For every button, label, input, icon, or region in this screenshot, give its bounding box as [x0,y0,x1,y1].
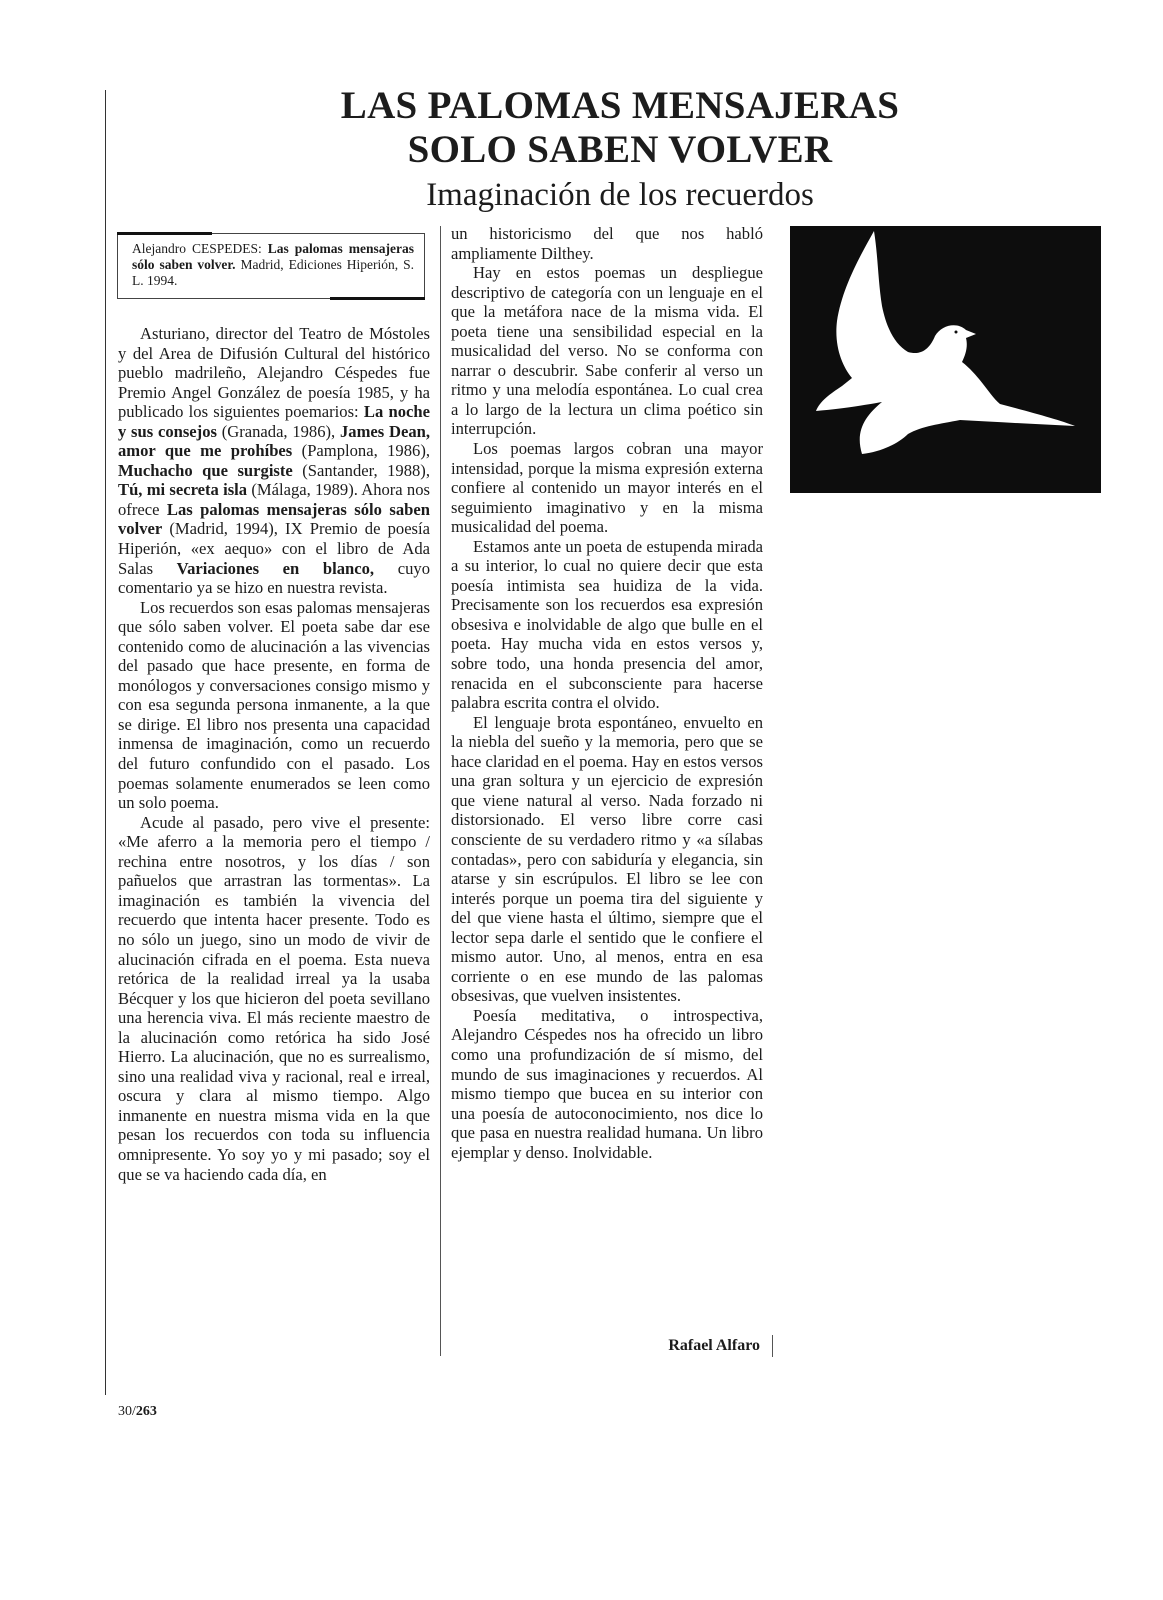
book-title-text: Muchacho que surgiste [118,460,293,480]
paragraph [451,713,763,1006]
column-divider [440,226,441,1356]
body-text: (Málaga, 1989). Ahora nos ofrece [118,480,430,519]
paragraph [118,598,430,813]
body-text: Los poemas largos cobran una mayor intensidad, porque la misma expresión externa confiere al contenido un mayor interés en el seguimiento imaginativo y en la misma musicalidad del poema. [451,439,763,537]
paragraph [451,263,763,439]
body-text: cuyo comentario ya se hizo en nuestra revista. [118,558,430,598]
book-title-text: La noche y sus consejos [118,402,431,441]
title-line-1: LAS PALOMAS MENSAJERAS [340,84,900,127]
body-text: (Madrid, 1994), IX Premio de poesía Hiperión, «ex aequo» con el libro de Ada Salas [118,519,430,578]
author-signature: Rafael Alfaro [668,1337,760,1354]
body-text: El lenguaje brota espontáneo, envuelto en la niebla del sueño y la memoria, pero que se hace claridad en el poema. Hay en estos versos una gran soltura y un ejercicio de expresión que viene natural al verso. Nada forzado ni distorsionado. El verso libre corre casi consciente de su verdadero ritmo y «a sílabas contadas», pero con sabiduría y elegancia, sin atarse y sin escrúpulos. El libro se lee con interés porque un poema tira del siguiente y del que viene hasta el último, siempre que el lector sepa darle el sentido que le confiere el mismo autor. Uno, al menos, entra en esa corriente o en ese mundo de las palomas obsesivas, que vuelven insistentes. [451,712,763,1006]
body-text: un historicismo del que nos habló ampliamente Dilthey. [451,224,763,263]
paragraph [118,324,430,598]
text-column-2 [451,224,763,1162]
body-text: (Granada, 1986), [216,421,340,441]
body-text: Estamos ante un poeta de estupenda mirada a su interior, lo cual no quiere decir que esta poesía intimista sea huidiza de la vida. Precisamente son los recuerdos esa expresión obsesiva e inolvidable de algo que bulle en el poeta. Hay mucha vida en estos versos y, sobre todo, una honda presencia del amor, renacida en el subconsciente para hacerse palabra escrita contra el olvido. [451,536,763,713]
reference-publication: Madrid, Ediciones Hiperión, S. L. 1994. [132,257,414,288]
book-title-text: Variaciones en blanco, [176,558,375,578]
paragraph [451,439,763,537]
book-title-text: Las palomas mensajeras sólo saben volver [118,499,430,539]
paragraph [451,1006,763,1162]
folio-page: 30/ [118,1404,136,1419]
page-number [118,1404,157,1420]
body-text: Hay en estos poemas un despliegue descriptivo de categoría con un lenguaje en el que la metáfora nace de la misma vida. El poeta tiene una sensibilidad especial en la musicalidad del verso. No se conforma con narrar o descubrir. Sabe conferir al verso un ritmo y una melodía espontánea. Lo cual crea a lo largo de la lectura un clima poético sin interrupción. [451,263,763,439]
book-title-text: James Dean, amor que me prohíbes [118,421,430,461]
paragraph [451,224,763,263]
title-line-2: SOLO SABEN VOLVER [407,128,833,171]
article-subtitle: Imaginación de los recuerdos [426,177,814,213]
paragraph [451,537,763,713]
body-text: Acude al pasado, pero vive el presente: «Me aferro a la memoria pero el tiempo / rechina entre nosotros, y los días / son pañuelos que arrastran las tormentas». La imaginación es también la vivencia del recuerdo que intenta hacer presente. Todo es no sólo un juego, sino un modo de vivir de alucinación cifrada en el poema. Esta nueva retórica de la realidad irreal ya la usaba Bécquer y los que hicieron del poeta sevillano una herencia viva. El más reciente maestro de la alucinación como retórica ha sido José Hierro. La alucinación, que no es surrealismo, sino una realidad viva y racional, real e irreal, oscura y clara al mismo tiempo. Algo inmanente en nuestra misma vida en la que pesan los recuerdos con toda su influencia omnipresente. Yo soy yo y mi pasado; soy el que se va haciendo cada día, en [118,812,430,1184]
dove-icon [790,226,1101,493]
article-title [200,84,1040,172]
dove-illustration [790,226,1101,493]
paragraph [118,813,430,1184]
reference-book-title: Las palomas mensajeras sólo saben volver. [132,241,414,272]
signature-rule [772,1335,773,1357]
left-margin-rule [105,90,106,1395]
body-text: Los recuerdos son esas palomas mensajeras que sólo saben volver. El poeta sabe dar ese contenido como de alucinación a las vivencias del pasado que hace presente, en forma de monólogos y conversaciones consigo mismo y con esa segunda persona inmanente, a la que se dirige. El libro nos presenta una capacidad inmensa de imaginación, como un recuerdo del futuro confundido con el pasado. Los poemas solamente enumerados se leen como un solo poema. [118,597,430,813]
book-title-text: Tú, mi secreta isla [118,480,248,500]
body-text: (Santander, 1988), [292,460,430,480]
body-text: (Pamplona, 1986), [292,441,430,461]
book-reference-box [117,233,425,299]
text-column-1 [118,324,430,1184]
body-text: Asturiano, director del Teatro de Móstoles y del Area de Difusión Cultural del histórico pueblo madrileño, Alejandro Céspedes fue Premio Angel González de poesía 1985, y ha publicado los siguientes poemarios: [118,324,430,422]
folio-number: 263 [135,1404,157,1419]
body-text: Poesía meditativa, o introspectiva, Alejandro Céspedes nos ha ofrecido un libro como una profundización de sí mismo, del mundo de sus imaginaciones y recuerdos. Al mismo tiempo que bucea en su interior con una poesía de autoconocimiento, nos dice lo que pasa en nuestra realidad humana. Un libro ejemplar y denso. Inolvidable. [451,1005,763,1162]
reference-author: Alejandro CESPEDES: [132,241,268,256]
